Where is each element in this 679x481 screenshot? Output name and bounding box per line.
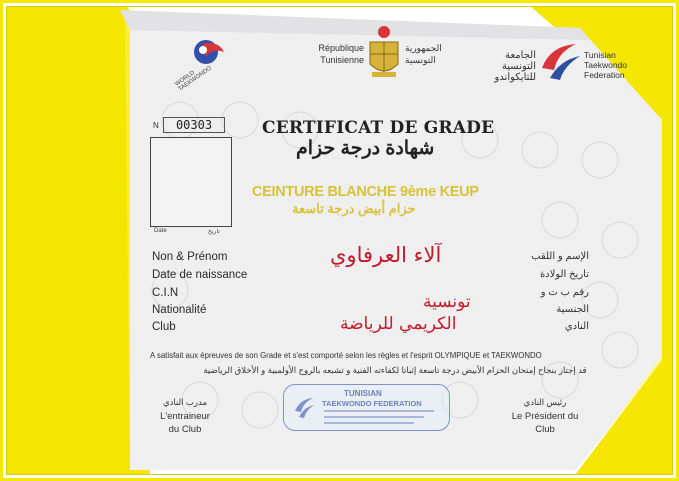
field-club-label-ar: النادي <box>564 321 589 332</box>
signature-right-ar: رئيس النادي <box>523 397 567 407</box>
number-prefix: N <box>153 121 159 130</box>
signature-left-fr-1: L'entraineur <box>160 411 210 422</box>
field-cin-label-ar: رقم ب ت و <box>540 287 589 298</box>
federation-en: Tunisian Taekwondo Federation <box>584 50 628 80</box>
tunisia-emblem-icon <box>366 24 402 82</box>
republic-fr: République Tunisienne <box>318 43 364 65</box>
date-label-ar: تاريخ <box>208 229 220 235</box>
statement-ar: قد إجتاز بنجاح إمتحان الحزام الأبيض درجة تاسعة إثباتا لكفاءته الفنية و تشبعه بالروح الأولمبية و الأخلاق الرياضية <box>203 365 587 375</box>
statement-fr: A satisfait aux épreuves de son Grade et s'est comporté selon les règles et l'esprit OLYMPIQUE et TAEKWONDO <box>150 351 542 360</box>
stamp-text-line <box>324 422 414 424</box>
world-taekwondo-logo <box>172 30 234 93</box>
stamp-text-line <box>324 410 434 412</box>
stamp-line-1: TUNISIAN <box>344 389 382 398</box>
field-name-label-ar: الإسم و اللقب <box>531 251 589 262</box>
field-birthdate-label-ar: تاريخ الولادة <box>539 269 589 280</box>
field-club-label: Club <box>152 321 176 333</box>
field-nationality-value: تونسية <box>423 292 471 312</box>
signature-left-ar: مدرب النادي <box>162 397 208 407</box>
field-birthdate-label: Date de naissance <box>152 269 248 281</box>
stamp-text-line <box>324 416 424 418</box>
field-cin-label: C.I.N <box>152 287 179 299</box>
field-nationality-label: Nationalité <box>152 304 207 316</box>
title-ar: شهادة درجة حزام <box>296 138 435 159</box>
field-nationality-label-ar: الجنسية <box>556 304 589 315</box>
republic-ar: الجمهورية التونسية <box>405 43 442 65</box>
federation-ar: الجامعة التونسية للتايكواندو <box>494 50 536 83</box>
grade-fr: CEINTURE BLANCHE 9ème KEUP <box>252 184 479 200</box>
federation-logo-icon <box>536 38 582 82</box>
field-name-value: آلاء العرفاوي <box>330 243 442 267</box>
field-name-label: Non & Prénom <box>152 251 228 263</box>
certificate-number: 00303 <box>163 117 225 133</box>
signature-right-fr-1: Le Président du <box>511 411 579 422</box>
field-club-value: الكريمي للرياضة <box>340 314 457 334</box>
world-taekwondo-text: WORLD TAEKWONDO <box>174 65 213 93</box>
grade-ar: حزام أبيض درجة تاسعة <box>292 201 416 216</box>
date-label-fr: Date <box>154 228 167 234</box>
federation-stamp <box>283 384 450 431</box>
stamp-logo-icon <box>292 395 316 419</box>
stamp-line-2: TAEKWONDO FEDERATION <box>322 399 422 408</box>
title-fr: CERTIFICAT DE GRADE <box>262 118 495 138</box>
photo-box <box>150 137 232 227</box>
signature-right-fr-2: Club <box>535 424 555 435</box>
signature-left-fr-2: du Club <box>168 424 202 435</box>
